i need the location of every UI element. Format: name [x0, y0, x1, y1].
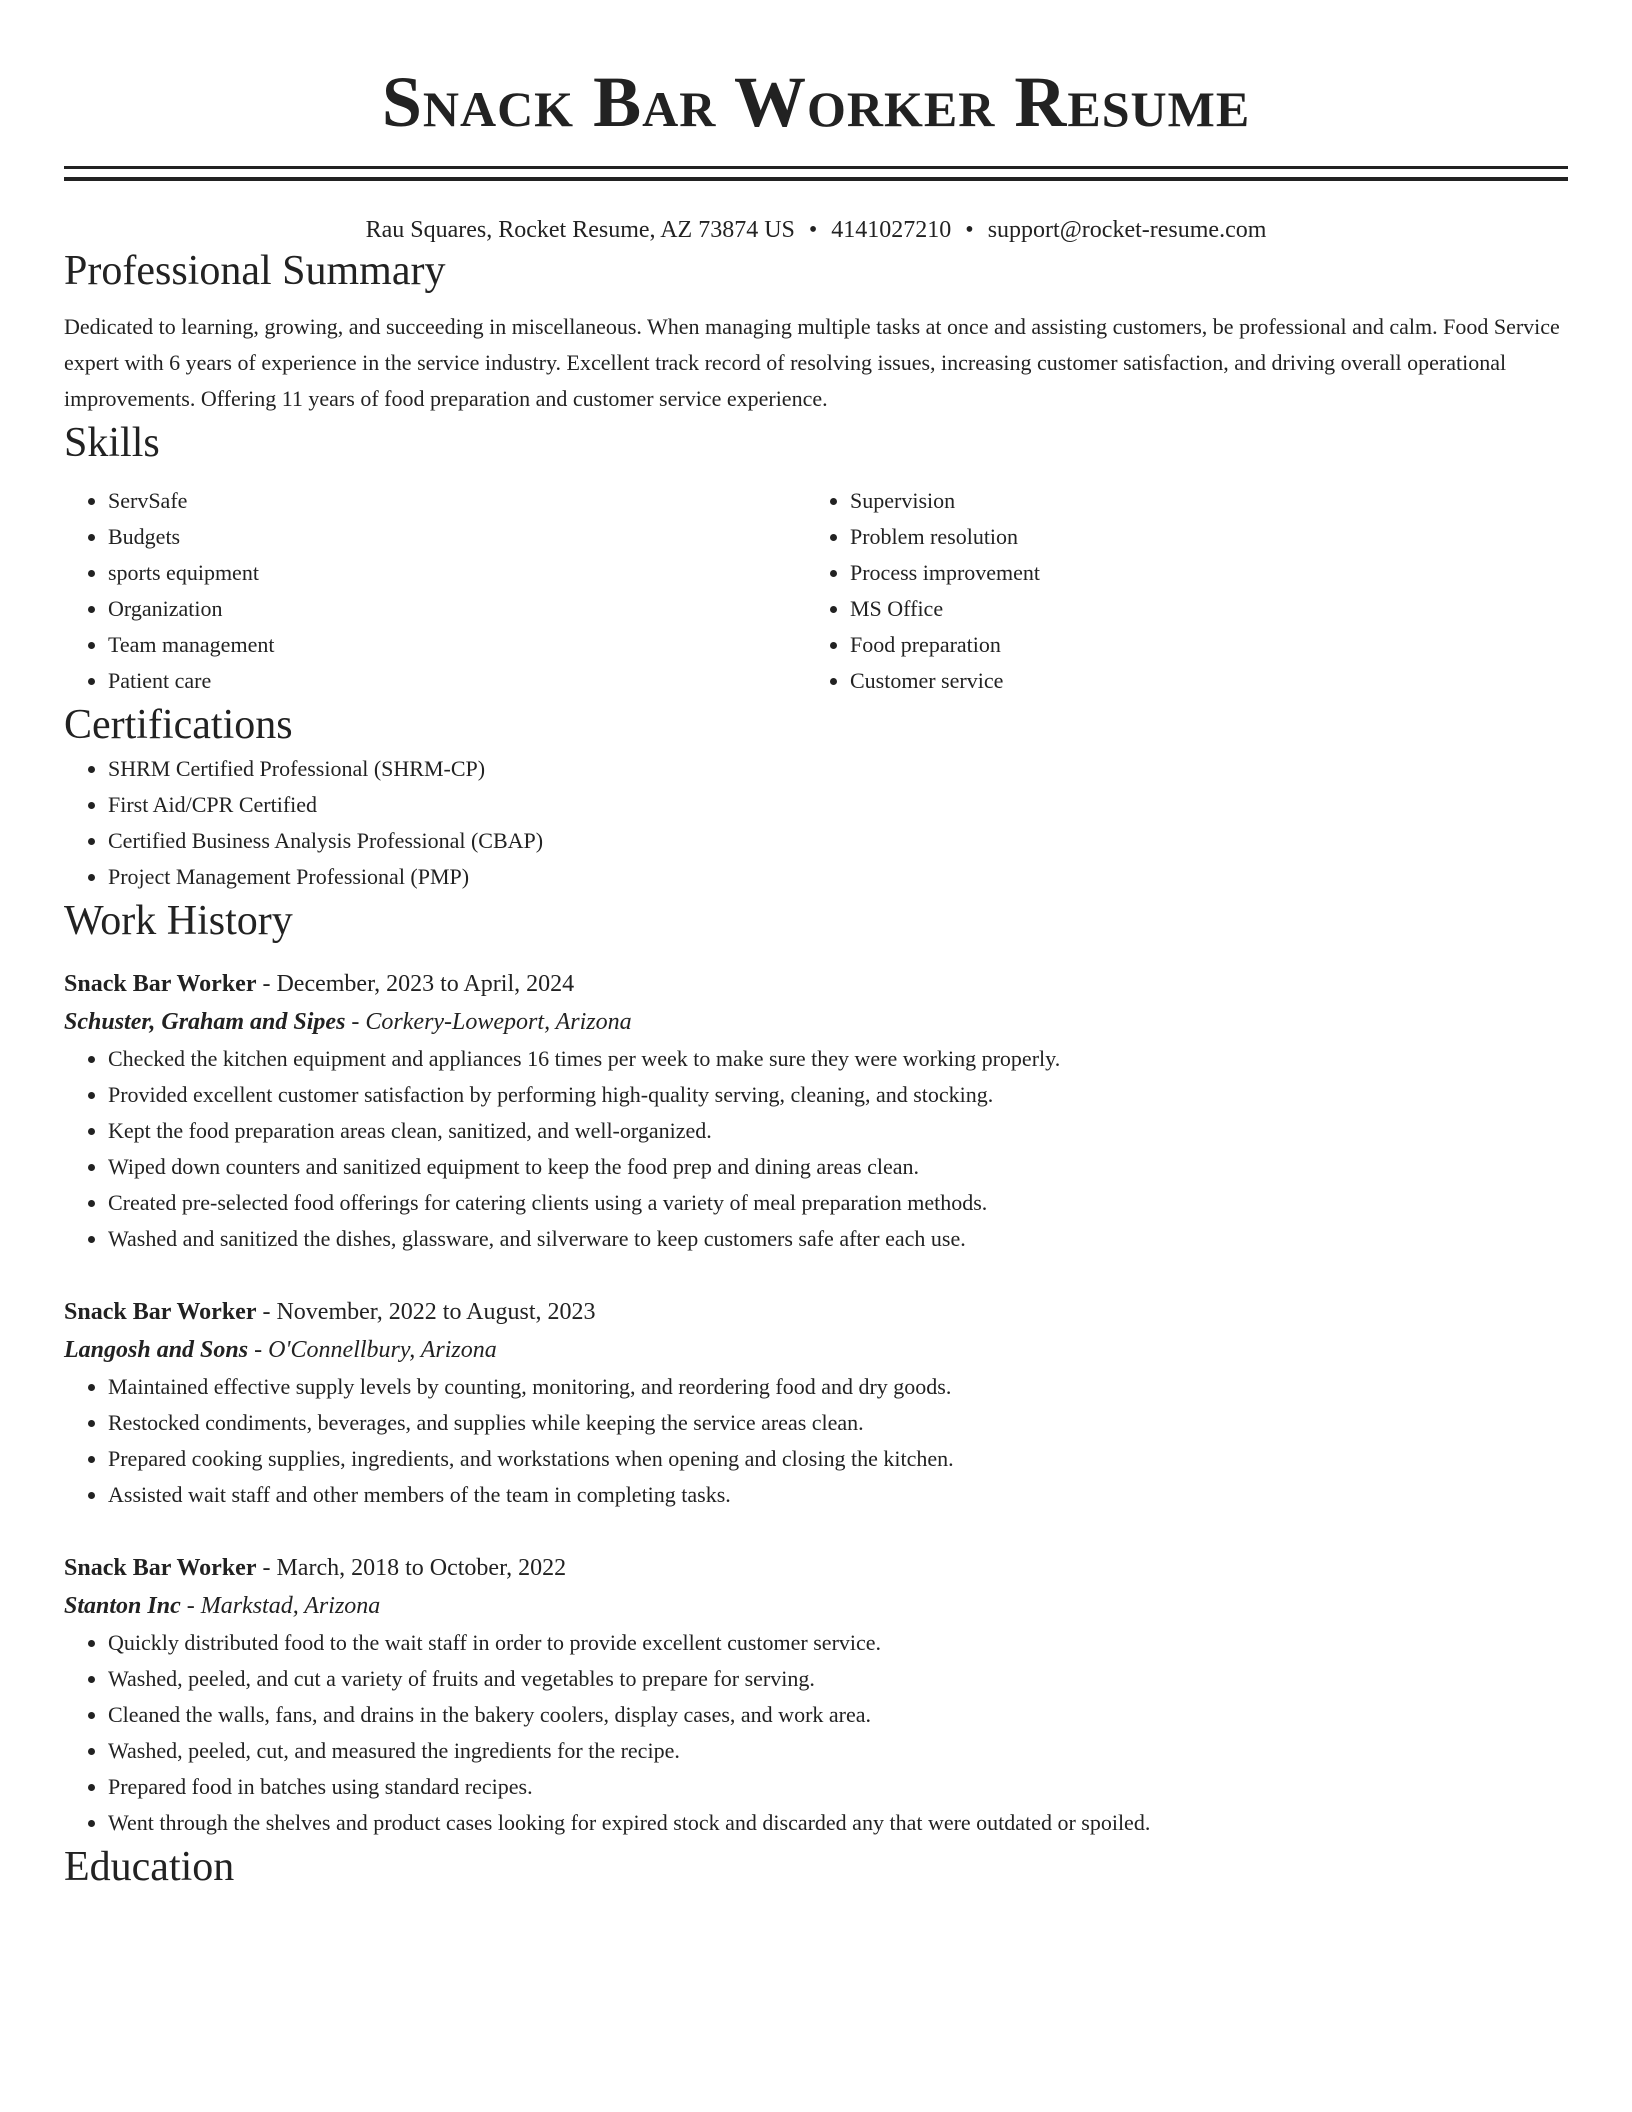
job-company: Schuster, Graham and Sipes: [64, 1009, 346, 1035]
job-entry: [64, 965, 1568, 1257]
job-location: - O'Connellbury, Arizona: [248, 1337, 497, 1363]
job-duty-item: • Went through the shelves and product cases looking for expired stock and discarded any that were outdated or spoiled.: [108, 1805, 1568, 1841]
job-duties-list: [64, 1369, 1568, 1513]
job-duty-item: • Washed and sanitized the dishes, glassware, and silverware to keep customers safe after each use.: [108, 1221, 1568, 1257]
skill-item: • Problem resolution: [850, 519, 1548, 555]
skill-item: • Customer service: [850, 663, 1548, 699]
job-duty-item: • Prepared food in batches using standard recipes.: [108, 1769, 1568, 1805]
skill-item: • Supervision: [850, 483, 1548, 519]
job-location: - Markstad, Arizona: [180, 1593, 381, 1619]
skill-item: • Organization: [108, 591, 806, 627]
skills-list-right: [806, 483, 1548, 699]
job-duty-item: • Cleaned the walls, fans, and drains in the bakery coolers, display cases, and work area.: [108, 1697, 1568, 1733]
job-duty-item: • Washed, peeled, cut, and measured the ingredients for the recipe.: [108, 1733, 1568, 1769]
job-duty-item: • Quickly distributed food to the wait staff in order to provide excellent customer service.: [108, 1625, 1568, 1661]
skills-column-right: [806, 483, 1548, 699]
skill-item: • Process improvement: [850, 555, 1548, 591]
job-company-line: [64, 1331, 1568, 1369]
skill-item: • Food preparation: [850, 627, 1548, 663]
job-company: Langosh and Sons: [64, 1337, 249, 1363]
contact-email: support@rocket-resume.com: [987, 217, 1267, 243]
job-duties-list: [64, 1041, 1568, 1257]
skills-list-left: [64, 483, 806, 699]
job-dates: - November, 2022 to August, 2023: [256, 1299, 596, 1325]
skill-item: • MS Office: [850, 591, 1548, 627]
certifications-list: [64, 751, 1568, 895]
contact-separator: •: [808, 217, 818, 243]
certifications-heading: Certifications: [64, 702, 293, 748]
certification-item: • Project Management Professional (PMP): [108, 859, 1568, 895]
skill-item: • Patient care: [108, 663, 806, 699]
resume-title: Snack Bar Worker Resume: [381, 62, 1251, 142]
job-duty-item: • Assisted wait staff and other members of the team in completing tasks.: [108, 1477, 1568, 1513]
job-company: Stanton Inc: [64, 1593, 181, 1619]
job-entry: [64, 1293, 1568, 1513]
job-company-line: [64, 1587, 1568, 1625]
job-duty-item: • Prepared cooking supplies, ingredients, and workstations when opening and closing the kitchen.: [108, 1441, 1568, 1477]
work-history-heading: Work History: [64, 898, 293, 944]
job-entry: [64, 1549, 1568, 1841]
job-duty-item: • Provided excellent customer satisfaction by performing high-quality serving, cleaning, and stocking.: [108, 1077, 1568, 1113]
skills-heading: Skills: [64, 420, 160, 466]
job-title-line: [64, 1549, 1568, 1587]
skill-item: • sports equipment: [108, 555, 806, 591]
job-duty-item: • Created pre-selected food offerings for catering clients using a variety of meal preparation methods.: [108, 1185, 1568, 1221]
job-duty-item: • Kept the food preparation areas clean, sanitized, and well-organized.: [108, 1113, 1568, 1149]
job-dates: - March, 2018 to October, 2022: [256, 1555, 567, 1581]
job-title-line: [64, 1293, 1568, 1331]
skill-item: • ServSafe: [108, 483, 806, 519]
contact-address: Rau Squares, Rocket Resume, AZ 73874 US: [365, 217, 795, 243]
skills-column-left: [64, 483, 806, 699]
job-duty-item: • Maintained effective supply levels by counting, monitoring, and reordering food and dry goods.: [108, 1369, 1568, 1405]
certification-item: • SHRM Certified Professional (SHRM-CP): [108, 751, 1568, 787]
summary-text: Dedicated to learning, growing, and succeeding in miscellaneous. When managing multiple tasks at once and assisting customers, be professional and calm. Food Service expert with 6 years of experience in the service industry. Excellent track record of resolving issues, increasing customer satisfaction, and driving overall operational improvements. Offering 11 years of food preparation and customer service experience.: [64, 314, 1560, 411]
job-company-line: [64, 1003, 1568, 1041]
contact-line: [64, 215, 1568, 245]
certification-item: • Certified Business Analysis Professional (CBAP): [108, 823, 1568, 859]
skill-item: • Team management: [108, 627, 806, 663]
job-title-line: [64, 965, 1568, 1003]
job-duty-item: • Checked the kitchen equipment and appliances 16 times per week to make sure they were working properly.: [108, 1041, 1568, 1077]
job-dates: - December, 2023 to April, 2024: [256, 971, 575, 997]
education-heading: Education: [64, 1844, 235, 1890]
job-duty-item: • Washed, peeled, and cut a variety of fruits and vegetables to prepare for serving.: [108, 1661, 1568, 1697]
summary-heading: Professional Summary: [64, 248, 446, 294]
contact-separator: •: [965, 217, 974, 243]
skills-columns: [64, 483, 1568, 699]
job-title: Snack Bar Worker: [64, 1555, 257, 1581]
job-title: Snack Bar Worker: [64, 971, 257, 997]
contact-phone: 4141027210: [831, 217, 952, 243]
job-duties-list: [64, 1625, 1568, 1841]
certification-item: • First Aid/CPR Certified: [108, 787, 1568, 823]
job-duty-item: • Wiped down counters and sanitized equipment to keep the food prep and dining areas clean.: [108, 1149, 1568, 1185]
job-title: Snack Bar Worker: [64, 1299, 257, 1325]
title-divider: [64, 166, 1568, 181]
skill-item: • Budgets: [108, 519, 806, 555]
resume-page: [64, 0, 1568, 1893]
job-location: - Corkery-Loweport, Arizona: [345, 1009, 632, 1035]
job-duty-item: • Restocked condiments, beverages, and supplies while keeping the service areas clean.: [108, 1405, 1568, 1441]
